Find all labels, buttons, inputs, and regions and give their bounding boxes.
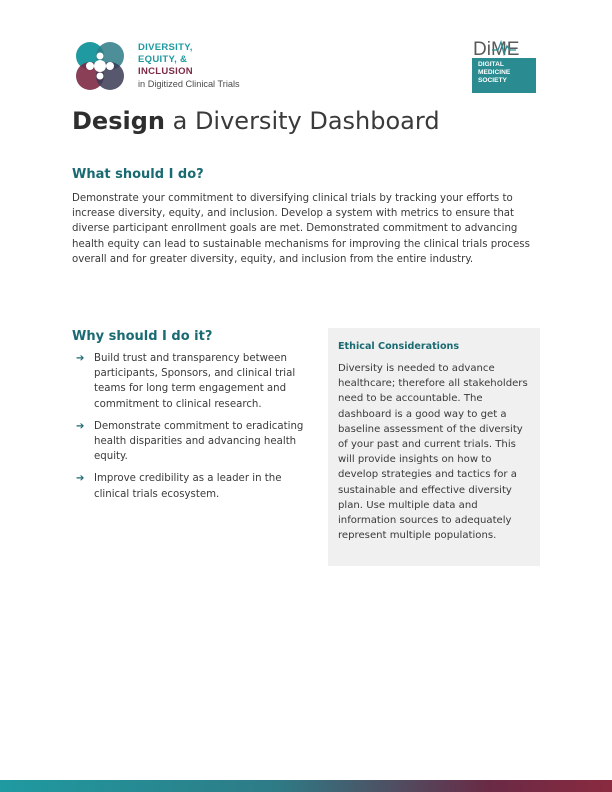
what-heading: What should I do? [72, 167, 204, 182]
page-title-bold: Design [72, 107, 165, 135]
ethical-considerations-box [328, 328, 540, 566]
dime-wordmark: DiME [473, 39, 520, 58]
list-item [72, 471, 312, 501]
page-title-rest: a Diversity Dashboard [164, 107, 440, 135]
sidebar-heading: Ethical Considerations [338, 341, 460, 352]
page-title [72, 107, 440, 135]
bullet-text: Improve credibility as a leader in the clinical trials ecosystem. [94, 473, 282, 500]
list-item [72, 351, 312, 412]
why-bullet-list [72, 351, 312, 509]
logo-line-equity: EQUITY, & [138, 54, 188, 65]
logo-line-diversity: DIVERSITY, [138, 42, 193, 53]
arrow-right-icon: ➔ [76, 473, 85, 485]
dime-label-digital: DIGITAL [478, 61, 504, 68]
dime-logo [472, 38, 536, 94]
bullet-text: Demonstrate commitment to eradicating health disparities and advancing health equity. [94, 420, 304, 463]
dei-logo [72, 38, 272, 94]
bullet-text: Build trust and transparency between participants, Sponsors, and clinical trial teams for long term engagement and commitment to clinical research. [94, 353, 296, 410]
list-item [72, 419, 312, 465]
arrow-right-icon: ➔ [76, 353, 85, 364]
arrow-right-icon: ➔ [76, 420, 85, 432]
dei-logo-icon [72, 38, 130, 94]
what-body: Demonstrate your commitment to diversifying clinical trials by tracking your efforts to increase diversity, equity, and inclusion. Develop a system with metrics to ensure that diverse participant enrollment goals are met. Demonstrated commitment to advancing health equity can lead to sustainable mechanisms for improving the clinical trials process overall and for greater diversity, equity, and inclusion from the entire industry. [72, 193, 530, 265]
dime-label-society: SOCIETY [478, 77, 507, 84]
logo-subtitle: in Digitized Clinical Trials [138, 79, 240, 89]
sidebar-body: Diversity is needed to advance healthcare; therefore all stakeholders need to be accountable. The dashboard is a good way to get a baseline assessment of the diversity of your past and current trials. This will provide insights on how to develop strategies and tactics for a sustainable and effective diversity plan. Use multiple data and information sources to adequately represent multiple populations. [338, 363, 528, 542]
logo-line-inclusion: INCLUSION [138, 66, 193, 77]
dime-label-medicine: MEDICINE [478, 69, 511, 76]
why-heading: Why should I do it? [72, 329, 213, 344]
footer-gradient-bar [0, 780, 612, 792]
dime-label-box [472, 58, 536, 93]
dime-logo-icon [472, 38, 536, 58]
